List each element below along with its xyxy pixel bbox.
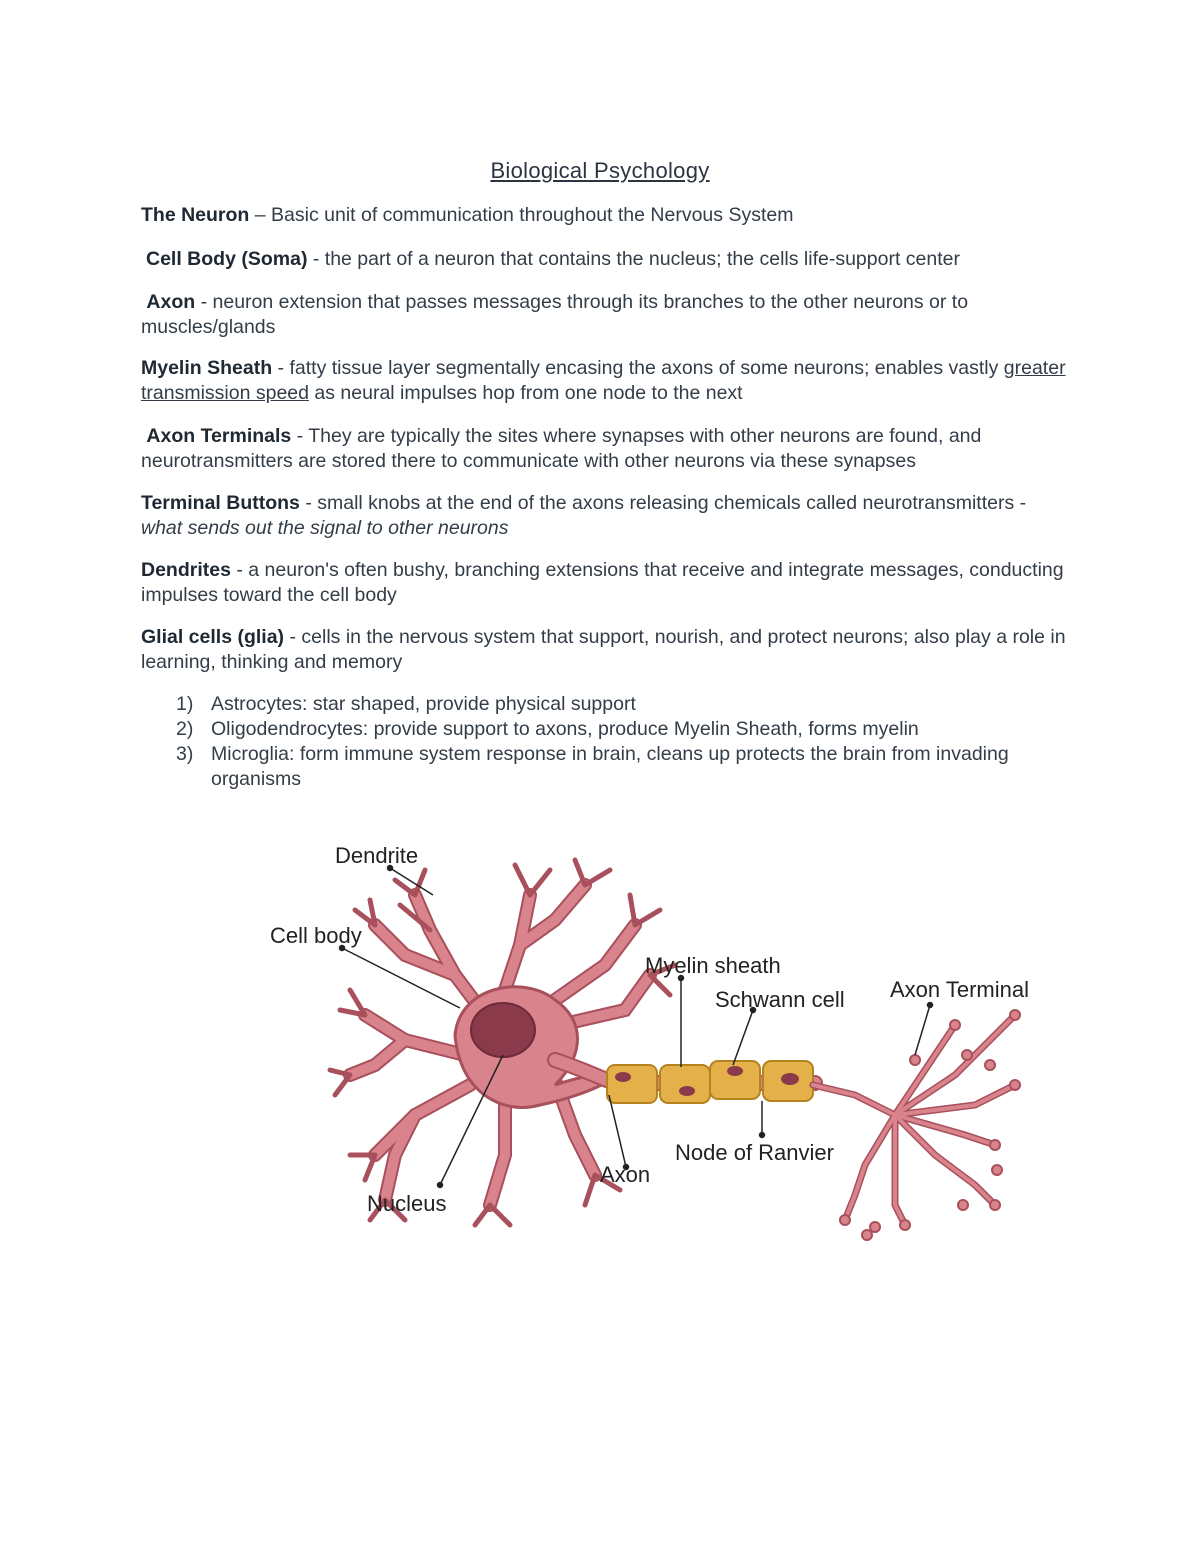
definition-a: fatty tissue layer segmentally encasing the axons of some neurons; enables vastly — [289, 357, 1004, 379]
entry-terminal-buttons — [141, 491, 1071, 541]
entry-dendrites — [141, 558, 1071, 608]
label-nucleus: Nucleus — [367, 1191, 447, 1216]
sep: - — [307, 248, 325, 270]
label-schwann-cell: Schwann cell — [715, 987, 845, 1012]
label-axon: Axon — [600, 1162, 651, 1187]
definition: neuron extension that passes messages through its branches to the other neurons or to muscles/glands — [141, 291, 969, 338]
myelin-segments — [607, 1061, 813, 1103]
schwann-nucleus — [727, 1066, 743, 1076]
list-number: 1) — [176, 693, 194, 715]
list-item — [176, 742, 1056, 792]
term: Cell Body (Soma) — [146, 248, 308, 270]
sep: - — [195, 291, 213, 313]
definition: small knobs at the end of the axons releasing chemicals called neurotransmitters - — [317, 492, 1027, 514]
definition: cells in the nervous system that support, nourish, and protect neurons; also play a role in learning, thinking and memory — [141, 626, 1066, 673]
sep: - — [299, 492, 318, 514]
page-title: Biological Psychology — [490, 158, 710, 183]
sep: - — [284, 626, 302, 648]
term: Axon — [146, 291, 196, 313]
nucleus-shape — [471, 1003, 535, 1057]
myelin-segment — [607, 1065, 657, 1103]
label-cell-body: Cell body — [270, 923, 362, 948]
definition: Basic unit of communication throughout the Nervous System — [271, 204, 794, 226]
term: Dendrites — [141, 559, 231, 581]
definition-italic: what sends out the signal to other neurons — [141, 517, 509, 539]
list-item — [176, 692, 1056, 717]
label-node-of-ranvier: Node of Ranvier — [675, 1140, 834, 1165]
schwann-nucleus — [679, 1086, 695, 1096]
entry-cell-body — [146, 247, 1076, 272]
entry-axon — [141, 290, 1071, 340]
list-text: Microglia: form immune system response in brain, cleans up protects the brain from invading organisms — [211, 743, 1009, 790]
entry-neuron — [141, 203, 1071, 228]
term: The Neuron — [141, 204, 250, 226]
list-number: 3) — [176, 743, 194, 765]
definition-b: as neural impulses hop from one node to the next — [309, 382, 743, 404]
term: Myelin Sheath — [141, 357, 273, 379]
term: Axon Terminals — [146, 425, 292, 447]
sep: - — [291, 425, 309, 447]
label-axon-terminal: Axon Terminal — [890, 977, 1029, 1002]
definition: They are typically the sites where synapses with other neurons are found, and neurotransmitters are stored there to communicate with other neurons via these synapses — [141, 425, 982, 472]
neuron-diagram — [255, 825, 1075, 1265]
entry-axon-terminals — [141, 424, 1071, 474]
sep: - — [272, 357, 290, 379]
term: Glial cells (glia) — [141, 626, 285, 648]
list-text: Oligodendrocytes: provide support to axons, produce Myelin Sheath, forms myelin — [211, 718, 919, 740]
list-number: 2) — [176, 718, 194, 740]
myelin-segment — [660, 1065, 710, 1103]
definition: the part of a neuron that contains the nucleus; the cells life-support center — [324, 248, 960, 270]
label-dendrite: Dendrite — [335, 843, 419, 868]
entry-glial-cells — [141, 625, 1071, 675]
definition: a neuron's often bushy, branching extensions that receive and integrate messages, conducting impulses toward the cell body — [141, 559, 1064, 606]
definition-underlined: greater transmission speed — [141, 357, 1066, 404]
entry-myelin-sheath — [141, 356, 1071, 406]
list-text: Astrocytes: star shaped, provide physical support — [211, 693, 636, 715]
axon-terminal-branches — [813, 1015, 1015, 1225]
schwann-nucleus — [615, 1072, 631, 1082]
sep: – — [249, 204, 272, 226]
list-item — [176, 717, 1056, 742]
term: Terminal Buttons — [141, 492, 300, 514]
schwann-nucleus — [781, 1073, 799, 1085]
sep: - — [230, 559, 249, 581]
glia-list — [176, 692, 1056, 792]
label-myelin-sheath: Myelin sheath — [645, 953, 781, 978]
